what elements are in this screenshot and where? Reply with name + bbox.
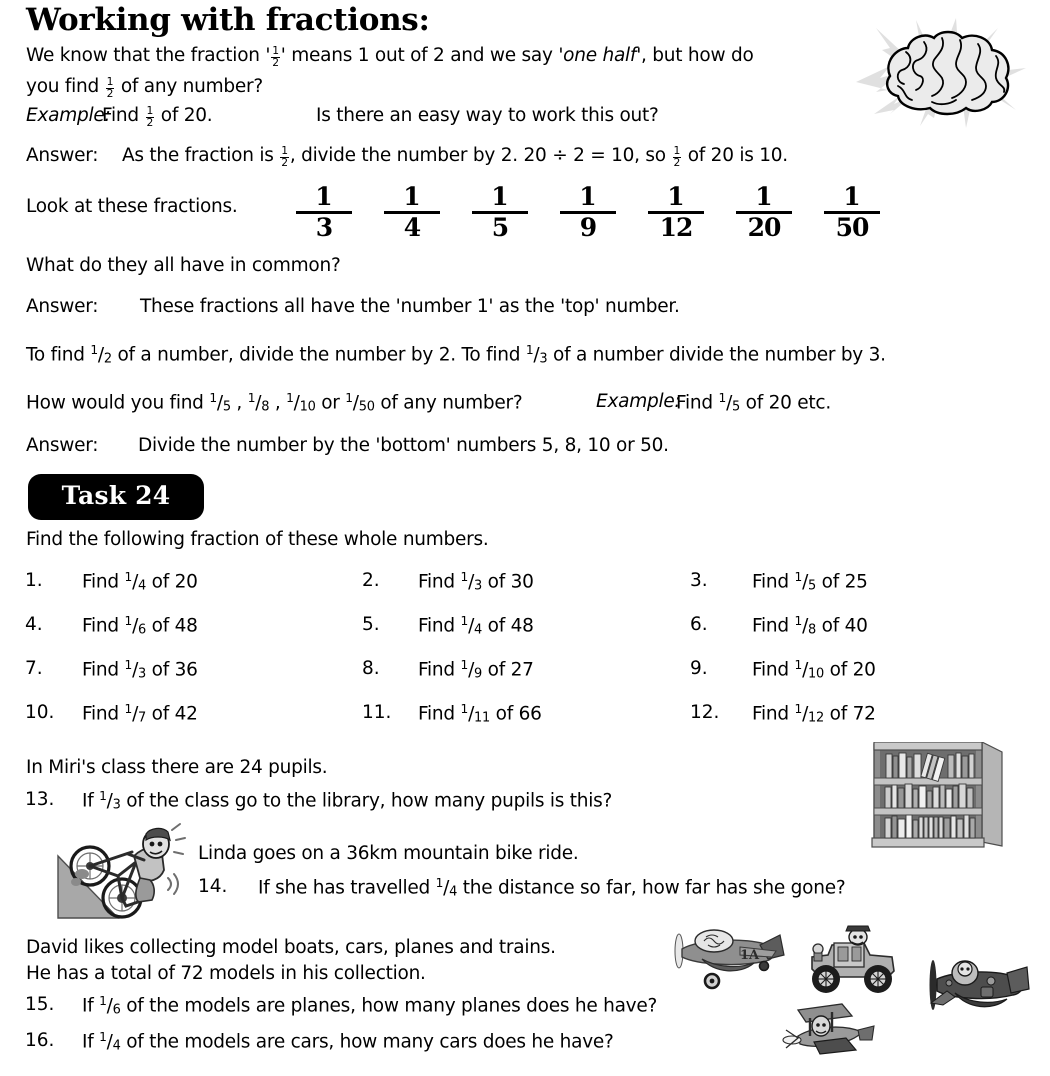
question-fraction: $^1$/6 xyxy=(99,994,121,1018)
inline-fraction-one-fifth: $^1$/5 xyxy=(209,391,231,415)
inline-fraction-half: $\frac{1}{2}$ xyxy=(106,75,114,100)
model-plane-dark-illustration xyxy=(925,955,1031,1021)
question-fraction: $^1$/4 xyxy=(99,1030,121,1054)
intro-line2-part-a: you find xyxy=(26,76,105,97)
display-fraction-3: 1 5 xyxy=(472,184,528,240)
question-fraction: $^1$/4 xyxy=(435,876,458,900)
question-number: 10. xyxy=(25,702,55,723)
answer-text-1 xyxy=(122,146,788,168)
miri-intro: In Miri's class there are 24 pupils. xyxy=(26,757,328,778)
howto-example-label: Example: xyxy=(596,391,681,412)
howto-or: or xyxy=(315,392,346,414)
answer-text-3: Divide the number by the 'bottom' numbers 5, 8, 10 or 50. xyxy=(138,435,669,456)
bookshelf-illustration xyxy=(870,742,1010,850)
question-number: 13. xyxy=(25,789,55,810)
answer-text-2: These fractions all have the 'number 1' as the 'top' number. xyxy=(140,296,680,317)
question-text: Find $^1$/10 of 20 xyxy=(752,658,876,682)
inline-fraction-one-fiftieth: $^1$/50 xyxy=(345,391,375,415)
display-fraction-7: 1 50 xyxy=(824,184,880,240)
question-number: 15. xyxy=(25,994,55,1015)
inline-fraction-one-half: $^1$/2 xyxy=(90,343,112,367)
question-number: 9. xyxy=(690,658,708,679)
answer-label-3: Answer: xyxy=(26,435,99,456)
example-statement-part-b: of 20. xyxy=(155,105,213,126)
inline-fraction-one-eighth: $^1$/8 xyxy=(247,391,270,415)
question-number: 8. xyxy=(362,658,380,679)
question-text: Find $^1$/5 of 25 xyxy=(752,570,868,594)
question-text: Find $^1$/7 of 42 xyxy=(82,702,198,726)
question-fraction: $^1$/6 xyxy=(124,614,147,638)
example-statement xyxy=(102,106,212,128)
task-banner xyxy=(28,474,204,520)
howto-part-b: of any number? xyxy=(374,392,523,414)
model-vintage-car-illustration xyxy=(802,925,902,999)
example-label: Example: xyxy=(26,105,111,126)
question-text: Find $^1$/4 of 20 xyxy=(82,570,198,594)
inline-fraction-one-tenth: $^1$/10 xyxy=(286,391,316,415)
question-fraction: $^1$/3 xyxy=(99,789,121,813)
svg-text:1A: 1A xyxy=(740,948,760,963)
inline-fraction-one-fifth: $^1$/5 xyxy=(718,391,741,415)
question-text: Find $^1$/9 of 27 xyxy=(418,658,534,682)
question-text: If $^1$/6 of the models are planes, how many planes does he have? xyxy=(82,994,658,1018)
display-fraction-5: 1 12 xyxy=(648,184,704,240)
question-text: If she has travelled $^1$/4 the distance so far, how far has she gone? xyxy=(258,876,846,900)
question-fraction: $^1$/4 xyxy=(124,570,147,594)
inline-fraction-half: $\frac{1}{2}$ xyxy=(673,144,681,169)
question-fraction: $^1$/9 xyxy=(460,658,483,682)
linda-intro: Linda goes on a 36km mountain bike ride. xyxy=(198,843,579,864)
howto-part-a: How would you find xyxy=(26,392,210,414)
inline-fraction-half: $\frac{1}{2}$ xyxy=(281,144,288,169)
intro-line1-part-a: We know that the fraction ' xyxy=(26,45,271,66)
question-text: Find $^1$/12 of 72 xyxy=(752,702,876,726)
task-instruction: Find the following fraction of these whole numbers. xyxy=(26,529,489,550)
howto-example-part-b: of 20 etc. xyxy=(740,392,831,414)
question-number: 7. xyxy=(25,658,43,679)
question-number: 5. xyxy=(362,614,380,635)
question-number: 11. xyxy=(362,702,392,723)
display-fraction-6: 1 20 xyxy=(736,184,792,240)
howto-line xyxy=(26,392,522,414)
answer-label-1: Answer: xyxy=(26,145,99,166)
question-text: Find $^1$/3 of 36 xyxy=(82,658,198,682)
question-text: If $^1$/3 of the class go to the library, how many pupils is this? xyxy=(82,789,613,813)
display-fraction-4: 1 9 xyxy=(560,184,616,240)
intro-line2-part-b: of any number? xyxy=(115,76,263,97)
answer1-part-c: of 20 is 10. xyxy=(682,145,788,166)
question-text: Find $^1$/4 of 48 xyxy=(418,614,534,638)
display-fraction-1: 1 3 xyxy=(296,184,352,240)
common-question: What do they all have in common? xyxy=(26,255,341,276)
inline-fraction-one-third: $^1$/3 xyxy=(525,343,548,367)
question-fraction: $^1$/7 xyxy=(124,702,147,726)
question-text: If $^1$/4 of the models are cars, how many cars does he have? xyxy=(82,1030,614,1054)
answer1-part-b: , divide the number by 2. 20 ÷ 2 = 10, so xyxy=(289,145,672,166)
question-fraction: $^1$/10 xyxy=(794,658,825,682)
cyclist-on-slope-illustration xyxy=(52,822,188,926)
rule-line xyxy=(26,344,886,366)
david-intro-line-1: David likes collecting model boats, cars, planes and trains. xyxy=(26,937,556,958)
rule-part-a: To find xyxy=(26,344,91,366)
example-statement-part-a: Find xyxy=(102,105,145,126)
intro-line-2 xyxy=(26,77,263,99)
question-text: Find $^1$/11 of 66 xyxy=(418,702,542,726)
fractions-row-prompt: Look at these fractions. xyxy=(26,196,238,217)
question-fraction: $^1$/4 xyxy=(460,614,483,638)
david-intro-line-2: He has a total of 72 models in his collection. xyxy=(26,963,426,984)
question-number: 14. xyxy=(198,876,228,897)
inline-fraction-half: $\frac{1}{2}$ xyxy=(272,44,279,69)
howto-sep-1: , xyxy=(230,392,248,414)
example-question: Is there an easy way to work this out? xyxy=(316,105,659,126)
intro-line1-part-b: ' means 1 out of 2 and we say ' xyxy=(280,45,564,66)
question-number: 4. xyxy=(25,614,43,635)
model-biplane-illustration xyxy=(780,1000,880,1060)
rule-part-c: of a number divide the number by 3. xyxy=(547,344,886,366)
question-number: 3. xyxy=(690,570,708,591)
rule-part-b: of a number, divide the number by 2. To find xyxy=(111,344,526,366)
question-number: 6. xyxy=(690,614,708,635)
model-plane-light-illustration xyxy=(668,925,788,991)
question-fraction: $^1$/3 xyxy=(124,658,147,682)
display-fraction-2: 1 4 xyxy=(384,184,440,240)
inline-fraction-half: $\frac{1}{2}$ xyxy=(146,104,154,129)
question-fraction: $^1$/5 xyxy=(794,570,817,594)
intro-line1-part-c: ', but how do xyxy=(636,45,754,66)
page-title: Working with fractions: xyxy=(26,2,430,38)
howto-example-text xyxy=(676,392,831,414)
question-text: Find $^1$/3 of 30 xyxy=(418,570,534,594)
question-fraction: $^1$/11 xyxy=(460,702,491,726)
question-number: 16. xyxy=(25,1030,55,1051)
answer1-part-a: As the fraction is xyxy=(122,145,280,166)
question-text: Find $^1$/8 of 40 xyxy=(752,614,868,638)
howto-example-part-a: Find xyxy=(676,392,719,414)
question-number: 12. xyxy=(690,702,720,723)
howto-sep-2: , xyxy=(269,392,287,414)
answer-label-2: Answer: xyxy=(26,296,99,317)
intro-line1-emphasis: one half xyxy=(563,45,637,66)
brain-lightning-illustration xyxy=(846,10,1042,132)
question-fraction: $^1$/3 xyxy=(460,570,483,594)
task-banner-label: Task 24 xyxy=(61,481,171,510)
question-number: 1. xyxy=(25,570,43,591)
question-fraction: $^1$/12 xyxy=(794,702,825,726)
question-number: 2. xyxy=(362,570,380,591)
intro-line-1 xyxy=(26,46,754,68)
question-text: Find $^1$/6 of 48 xyxy=(82,614,198,638)
question-fraction: $^1$/8 xyxy=(794,614,817,638)
